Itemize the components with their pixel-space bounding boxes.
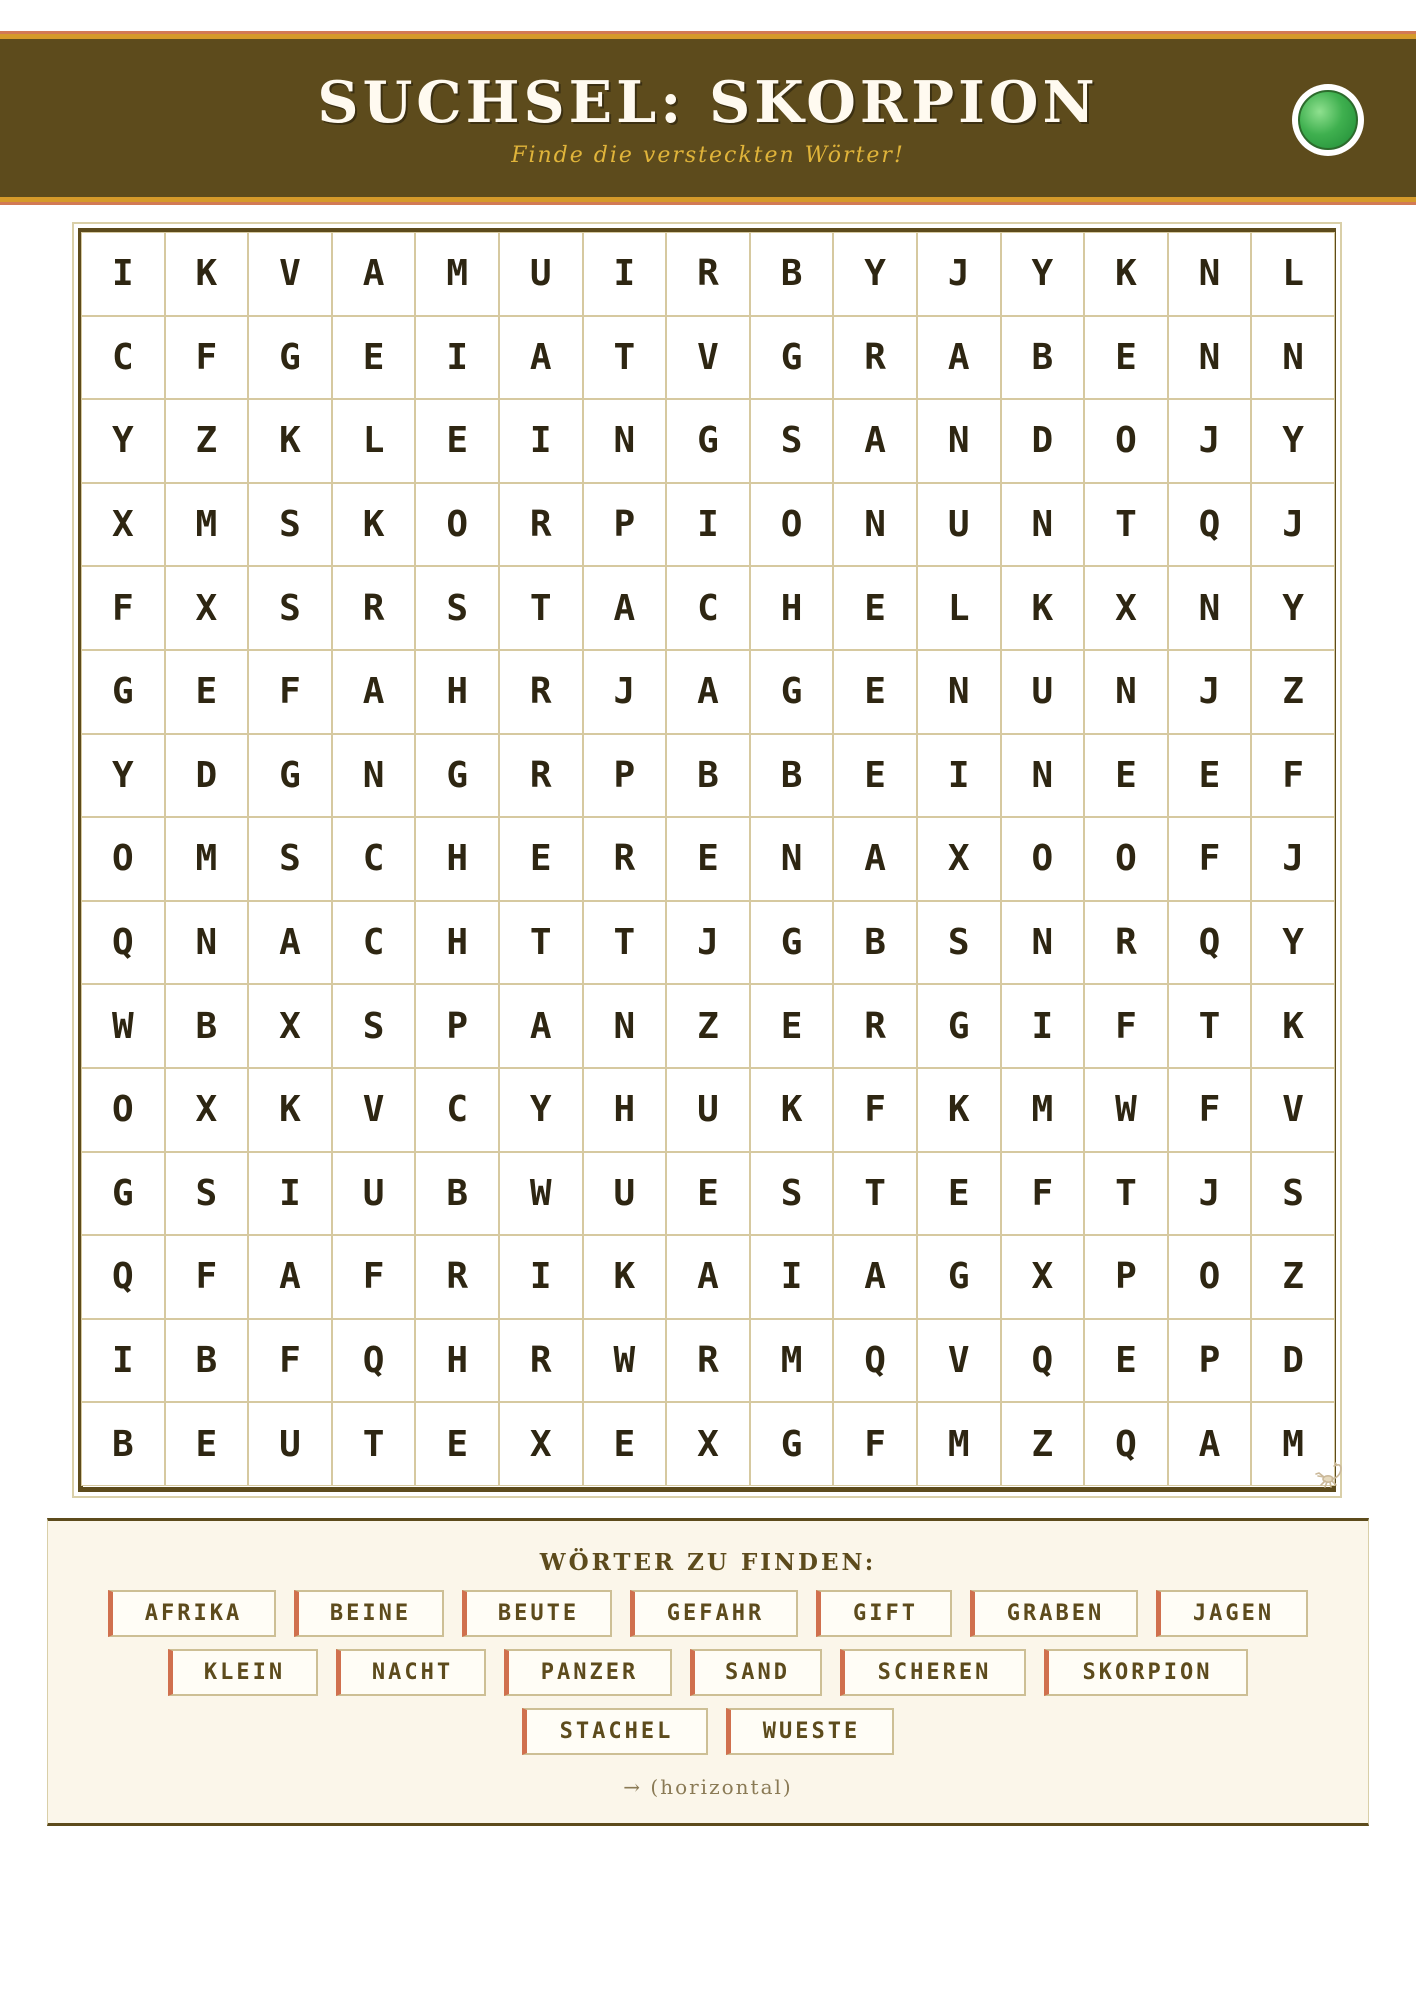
words-panel-title: WÖRTER ZU FINDEN: [539, 1549, 877, 1576]
grid-cell[interactable]: O [81, 1068, 165, 1152]
word-chip: JAGEN [1156, 1590, 1308, 1637]
grid-cell[interactable]: G [248, 316, 332, 400]
grid-cell[interactable]: X [666, 1402, 750, 1486]
page-title: SUCHSEL: SKORPION [317, 69, 1099, 136]
grid-cell[interactable]: T [499, 901, 583, 985]
grid-cell[interactable]: B [81, 1402, 165, 1486]
grid-cell[interactable]: X [165, 566, 249, 650]
words-panel [47, 1518, 1369, 1826]
grid-cell[interactable]: N [1001, 483, 1085, 567]
grid-cell[interactable]: E [1084, 1319, 1168, 1403]
grid-cell[interactable]: W [1084, 1068, 1168, 1152]
grid-cell[interactable]: P [583, 483, 667, 567]
grid-cell[interactable]: T [1084, 1152, 1168, 1236]
grid-cell[interactable]: X [81, 483, 165, 567]
grid-cell[interactable]: U [499, 232, 583, 316]
grid-cell[interactable]: F [1084, 984, 1168, 1068]
grid-cell[interactable]: G [750, 1402, 834, 1486]
grid-cell[interactable]: H [415, 901, 499, 985]
grid-cell[interactable]: B [415, 1152, 499, 1236]
grid-cell[interactable]: I [248, 1152, 332, 1236]
grid-cell[interactable]: K [917, 1068, 1001, 1152]
word-chip: WUESTE [726, 1708, 894, 1755]
grid-cell[interactable]: A [499, 316, 583, 400]
grid-cell[interactable]: N [332, 734, 416, 818]
grid-cell[interactable]: R [666, 1319, 750, 1403]
grid-cell[interactable]: Y [81, 399, 165, 483]
grid-cell[interactable]: E [917, 1152, 1001, 1236]
grid-cell[interactable]: Y [81, 734, 165, 818]
status-dot-icon [1292, 84, 1364, 156]
grid-cell[interactable]: Y [1001, 232, 1085, 316]
word-chip: BEUTE [462, 1590, 612, 1637]
grid-cell[interactable]: T [499, 566, 583, 650]
grid-cell[interactable]: R [1084, 901, 1168, 985]
grid-cell[interactable]: S [248, 817, 332, 901]
letter-grid [81, 232, 1335, 1486]
grid-cell[interactable]: Z [1251, 650, 1335, 734]
grid-cell[interactable]: S [332, 984, 416, 1068]
word-chip: KLEIN [168, 1649, 318, 1696]
grid-cell[interactable]: O [1084, 817, 1168, 901]
grid-cell[interactable]: P [583, 734, 667, 818]
grid-cell[interactable]: H [415, 817, 499, 901]
grid-cell[interactable]: N [917, 399, 1001, 483]
grid-cell[interactable]: U [583, 1152, 667, 1236]
grid-cell[interactable]: G [917, 1235, 1001, 1319]
grid-cell[interactable]: P [1168, 1319, 1252, 1403]
grid-cell[interactable]: A [1168, 1402, 1252, 1486]
grid-cell[interactable]: T [1084, 483, 1168, 567]
grid-cell[interactable]: Z [1251, 1235, 1335, 1319]
grid-cell[interactable]: D [1251, 1319, 1335, 1403]
grid-cell[interactable]: A [499, 984, 583, 1068]
grid-cell[interactable]: J [1168, 399, 1252, 483]
grid-cell[interactable]: F [1251, 734, 1335, 818]
word-chip: GRABEN [970, 1590, 1138, 1637]
grid-cell[interactable]: M [415, 232, 499, 316]
grid-cell[interactable]: A [666, 1235, 750, 1319]
grid-cell[interactable]: R [833, 316, 917, 400]
grid-cell[interactable]: F [248, 1319, 332, 1403]
grid-cell[interactable]: J [1251, 483, 1335, 567]
grid-cell[interactable]: C [415, 1068, 499, 1152]
grid-cell[interactable]: O [1084, 399, 1168, 483]
grid-cell[interactable]: F [833, 1068, 917, 1152]
grid-cell[interactable]: R [833, 984, 917, 1068]
grid-cell[interactable]: D [165, 734, 249, 818]
grid-cell[interactable]: B [750, 232, 834, 316]
grid-cell[interactable]: M [1251, 1402, 1335, 1486]
grid-cell[interactable]: N [1001, 901, 1085, 985]
grid-cell[interactable]: T [583, 901, 667, 985]
grid-cell[interactable]: E [165, 1402, 249, 1486]
grid-cell[interactable]: R [332, 566, 416, 650]
grid-cell[interactable]: R [499, 483, 583, 567]
grid-cell[interactable]: B [833, 901, 917, 985]
grid-cell[interactable]: F [833, 1402, 917, 1486]
grid-cell[interactable]: K [332, 483, 416, 567]
word-chip: PANZER [504, 1649, 672, 1696]
grid-cell[interactable]: E [1084, 316, 1168, 400]
grid-cell[interactable]: K [1084, 232, 1168, 316]
grid-cell[interactable]: G [415, 734, 499, 818]
grid-cell[interactable]: H [415, 650, 499, 734]
grid-cell[interactable]: B [666, 734, 750, 818]
status-dot-inner [1298, 90, 1358, 150]
grid-cell[interactable]: K [750, 1068, 834, 1152]
grid-cell[interactable]: S [750, 399, 834, 483]
grid-cell[interactable]: A [833, 399, 917, 483]
grid-cell[interactable]: K [165, 232, 249, 316]
grid-cell[interactable]: H [415, 1319, 499, 1403]
grid-cell[interactable]: C [332, 901, 416, 985]
scorpion-icon [1310, 1455, 1350, 1495]
grid-cell[interactable]: K [1251, 984, 1335, 1068]
grid-cell[interactable]: V [1251, 1068, 1335, 1152]
grid-cell[interactable]: A [833, 817, 917, 901]
word-chip: AFRIKA [108, 1590, 276, 1637]
grid-cell[interactable]: A [248, 901, 332, 985]
grid-cell[interactable]: F [248, 650, 332, 734]
grid-cell[interactable]: B [165, 984, 249, 1068]
grid-cell[interactable]: I [81, 232, 165, 316]
grid-cell[interactable]: Z [1001, 1402, 1085, 1486]
grid-cell[interactable]: R [499, 734, 583, 818]
grid-cell[interactable]: V [917, 1319, 1001, 1403]
grid-cell[interactable]: J [1251, 817, 1335, 901]
grid-cell[interactable]: B [750, 734, 834, 818]
grid-cell[interactable]: T [1168, 984, 1252, 1068]
header-banner [0, 34, 1416, 202]
grid-cell[interactable]: V [666, 316, 750, 400]
grid-cell[interactable]: E [332, 316, 416, 400]
grid-cell[interactable]: I [499, 399, 583, 483]
word-chip: SCHEREN [840, 1649, 1026, 1696]
grid-cell[interactable]: P [1084, 1235, 1168, 1319]
grid-cell[interactable]: S [248, 483, 332, 567]
grid-cell[interactable]: G [750, 316, 834, 400]
grid-cell[interactable]: Q [833, 1319, 917, 1403]
grid-cell[interactable]: Q [1001, 1319, 1085, 1403]
grid-cell[interactable]: G [750, 650, 834, 734]
grid-cell[interactable]: J [1168, 1152, 1252, 1236]
grid-cell[interactable]: W [499, 1152, 583, 1236]
grid-cell[interactable]: Y [833, 232, 917, 316]
page-subtitle: Finde die versteckten Wörter! [511, 143, 905, 168]
grid-cell[interactable]: I [583, 232, 667, 316]
grid-cell[interactable]: H [750, 566, 834, 650]
grid-cell[interactable]: J [917, 232, 1001, 316]
grid-cell[interactable]: A [917, 316, 1001, 400]
grid-cell[interactable]: I [666, 483, 750, 567]
grid-cell[interactable]: E [415, 1402, 499, 1486]
grid-cell[interactable]: N [833, 483, 917, 567]
grid-cell[interactable]: E [833, 566, 917, 650]
grid-cell[interactable]: A [332, 232, 416, 316]
grid-cell[interactable]: Z [165, 399, 249, 483]
grid-cell[interactable]: G [248, 734, 332, 818]
grid-cell[interactable]: G [81, 650, 165, 734]
grid-cell[interactable]: D [1001, 399, 1085, 483]
grid-cell[interactable]: L [1251, 232, 1335, 316]
grid-cell[interactable]: N [165, 901, 249, 985]
grid-cell[interactable]: C [332, 817, 416, 901]
grid-cell[interactable]: N [1084, 650, 1168, 734]
grid-cell[interactable]: G [81, 1152, 165, 1236]
grid-cell[interactable]: U [666, 1068, 750, 1152]
word-chip: GIFT [816, 1590, 952, 1637]
grid-cell[interactable]: S [248, 566, 332, 650]
grid-cell[interactable]: K [248, 1068, 332, 1152]
grid-cell[interactable]: N [583, 399, 667, 483]
grid-cell[interactable]: B [1001, 316, 1085, 400]
grid-cell[interactable]: R [666, 232, 750, 316]
grid-cell[interactable]: K [248, 399, 332, 483]
grid-cell[interactable]: F [81, 566, 165, 650]
grid-cell[interactable]: Q [1168, 483, 1252, 567]
grid-cell[interactable]: T [332, 1402, 416, 1486]
grid-cell[interactable]: C [81, 316, 165, 400]
grid-cell[interactable]: R [415, 1235, 499, 1319]
grid-cell[interactable]: F [165, 1235, 249, 1319]
grid-cell[interactable]: N [1001, 734, 1085, 818]
grid-cell[interactable]: S [415, 566, 499, 650]
grid-cell[interactable]: E [750, 984, 834, 1068]
grid-cell[interactable]: X [248, 984, 332, 1068]
grid-cell[interactable]: X [165, 1068, 249, 1152]
grid-cell[interactable]: W [583, 1319, 667, 1403]
grid-cell[interactable]: E [415, 399, 499, 483]
grid-cell[interactable]: K [1001, 566, 1085, 650]
grid-cell[interactable]: S [165, 1152, 249, 1236]
grid-cell[interactable]: J [583, 650, 667, 734]
grid-cell[interactable]: J [666, 901, 750, 985]
grid-cell[interactable]: M [750, 1319, 834, 1403]
word-chip: SKORPION [1044, 1649, 1248, 1696]
grid-cell[interactable]: R [499, 650, 583, 734]
grid-cell[interactable]: W [81, 984, 165, 1068]
grid-cell[interactable]: N [1251, 316, 1335, 400]
grid-cell[interactable]: F [1001, 1152, 1085, 1236]
word-chip: GEFAHR [630, 1590, 798, 1637]
grid-cell[interactable]: O [1168, 1235, 1252, 1319]
grid-cell[interactable]: L [332, 399, 416, 483]
grid-cell[interactable]: G [666, 399, 750, 483]
grid-cell[interactable]: I [415, 316, 499, 400]
grid-cell[interactable]: E [1168, 734, 1252, 818]
grid-cell[interactable]: F [1168, 817, 1252, 901]
grid-cell[interactable]: S [1251, 1152, 1335, 1236]
grid-cell[interactable]: F [332, 1235, 416, 1319]
grid-cell[interactable]: I [917, 734, 1001, 818]
grid-cell[interactable]: L [917, 566, 1001, 650]
grid-cell[interactable]: U [332, 1152, 416, 1236]
grid-cell[interactable]: N [1168, 316, 1252, 400]
grid-cell[interactable]: A [833, 1235, 917, 1319]
grid-cell[interactable]: C [666, 566, 750, 650]
grid-cell[interactable]: A [332, 650, 416, 734]
grid-cell[interactable]: Q [332, 1319, 416, 1403]
grid-cell[interactable]: E [833, 650, 917, 734]
grid-cell[interactable]: O [415, 483, 499, 567]
word-row-2 [48, 1649, 1368, 1696]
grid-cell[interactable]: R [499, 1319, 583, 1403]
grid-cell[interactable]: O [81, 817, 165, 901]
grid-cell[interactable]: B [165, 1319, 249, 1403]
grid-cell[interactable]: X [917, 817, 1001, 901]
grid-cell[interactable]: Q [81, 1235, 165, 1319]
grid-cell[interactable]: J [1168, 650, 1252, 734]
grid-cell[interactable]: T [583, 316, 667, 400]
grid-cell[interactable]: X [499, 1402, 583, 1486]
grid-cell[interactable]: S [750, 1152, 834, 1236]
grid-cell[interactable]: Z [666, 984, 750, 1068]
grid-cell[interactable]: E [499, 817, 583, 901]
grid-cell[interactable]: F [165, 316, 249, 400]
grid-cell[interactable]: K [583, 1235, 667, 1319]
grid-cell[interactable]: Y [1251, 566, 1335, 650]
grid-cell[interactable]: Y [499, 1068, 583, 1152]
grid-cell[interactable]: Q [81, 901, 165, 985]
grid-cell[interactable]: A [666, 650, 750, 734]
grid-cell[interactable]: N [1168, 232, 1252, 316]
grid-cell[interactable]: U [917, 483, 1001, 567]
word-chip: BEINE [294, 1590, 444, 1637]
grid-cell[interactable]: X [1084, 566, 1168, 650]
grid-cell[interactable]: E [165, 650, 249, 734]
grid-cell[interactable]: M [165, 483, 249, 567]
grid-cell[interactable]: N [1168, 566, 1252, 650]
grid-cell[interactable]: U [248, 1402, 332, 1486]
grid-cell[interactable]: E [666, 1152, 750, 1236]
grid-cell[interactable]: S [917, 901, 1001, 985]
word-chip: STACHEL [522, 1708, 708, 1755]
word-row-3 [48, 1708, 1368, 1755]
grid-cell[interactable]: E [666, 817, 750, 901]
grid-cell[interactable]: N [750, 817, 834, 901]
grid-cell[interactable]: N [917, 650, 1001, 734]
grid-cell[interactable]: N [583, 984, 667, 1068]
grid-cell[interactable]: V [248, 232, 332, 316]
grid-cell[interactable]: H [583, 1068, 667, 1152]
grid-cell[interactable]: Y [1251, 399, 1335, 483]
grid-cell[interactable]: P [415, 984, 499, 1068]
grid-cell[interactable]: X [1001, 1235, 1085, 1319]
grid-cell[interactable]: E [583, 1402, 667, 1486]
grid-cell[interactable]: Q [1084, 1402, 1168, 1486]
grid-cell[interactable]: I [81, 1319, 165, 1403]
grid-cell[interactable]: M [1001, 1068, 1085, 1152]
grid-cell[interactable]: A [583, 566, 667, 650]
grid-cell[interactable]: I [750, 1235, 834, 1319]
word-chip: NACHT [336, 1649, 486, 1696]
grid-cell[interactable]: I [499, 1235, 583, 1319]
grid-cell[interactable]: T [833, 1152, 917, 1236]
grid-cell[interactable]: E [1084, 734, 1168, 818]
grid-cell[interactable]: M [917, 1402, 1001, 1486]
grid-cell[interactable]: A [248, 1235, 332, 1319]
word-chip: SAND [690, 1649, 822, 1696]
grid-cell[interactable]: R [583, 817, 667, 901]
grid-cell[interactable]: V [332, 1068, 416, 1152]
grid-cell[interactable]: F [1168, 1068, 1252, 1152]
grid-cell[interactable]: O [750, 483, 834, 567]
grid-cell[interactable]: M [165, 817, 249, 901]
word-row-1 [48, 1590, 1368, 1637]
grid-cell[interactable]: Q [1168, 901, 1252, 985]
grid-cell[interactable]: G [750, 901, 834, 985]
grid-cell[interactable]: I [1001, 984, 1085, 1068]
grid-cell[interactable]: Y [1251, 901, 1335, 985]
grid-cell[interactable]: G [917, 984, 1001, 1068]
grid-cell[interactable]: E [833, 734, 917, 818]
grid-cell[interactable]: O [1001, 817, 1085, 901]
grid-cell[interactable]: U [1001, 650, 1085, 734]
direction-hint: → (horizontal) [623, 1775, 793, 1799]
